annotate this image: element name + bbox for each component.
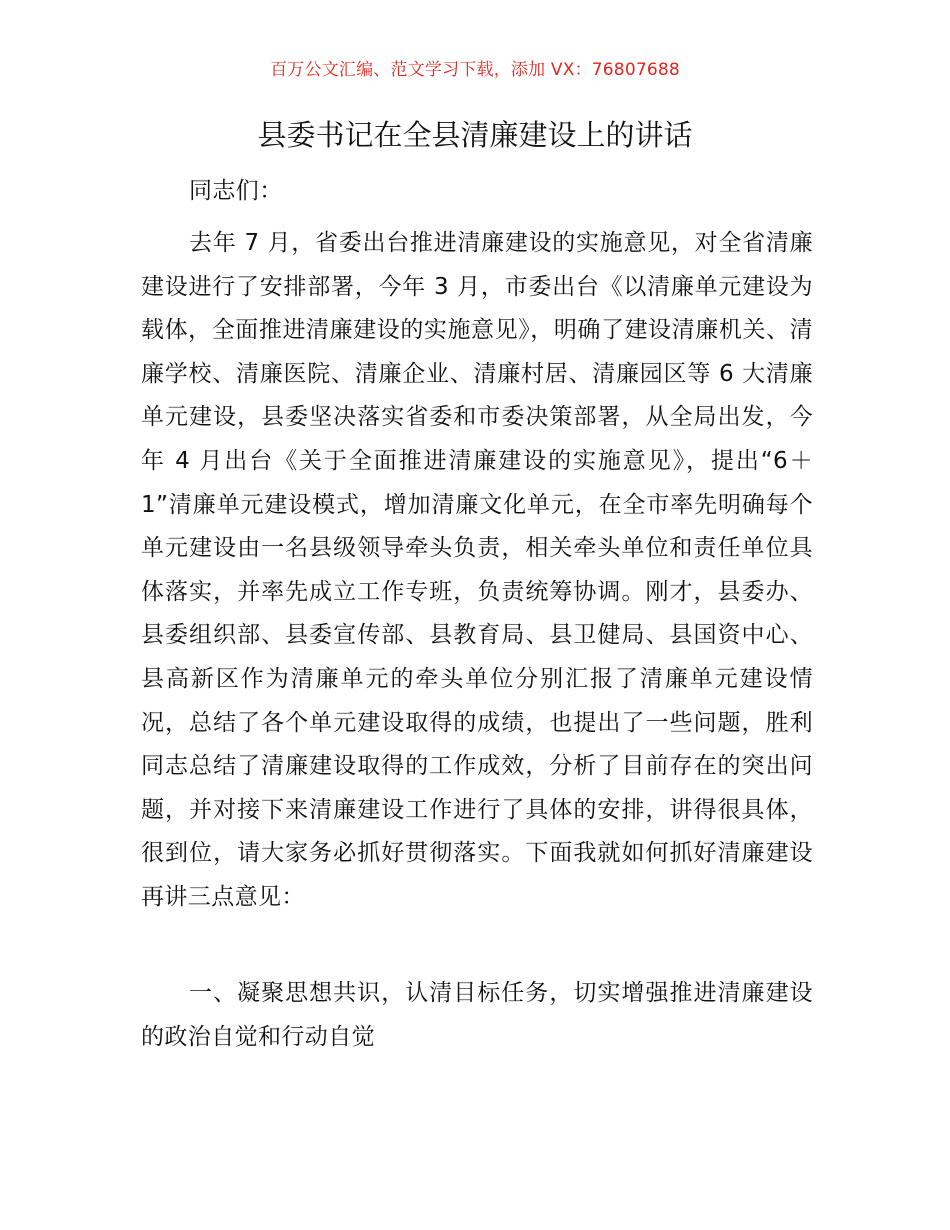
section-heading: 一、凝聚思想共识，认清目标任务，切实增强推进清廉建设的政治自觉和行动自觉 — [141, 980, 813, 1050]
body-paragraph: 去年 7 月，省委出台推进清廉建设的实施意见，对全省清廉建设进行了安排部署，今年 3 月，市委出台《以清廉单元建设为载体，全面推进清廉建设的实施意见》，明确了建设清廉机关、清廉学校、清廉医院、清廉企业、清廉村居、清廉园区等 6 大清廉单元建设，县委坚决落实省委和市委决策部署，从全局出发，今年 4 月出台《关于全面推进清廉建设的实施意见》，提出“6＋1”清廉单元建设模式，增加清廉文化单元，在全市率先明确每个单元建设由一名县级领导牵头负责，相关牵头单位和责任单位具体落实，并率先成立工作专班，负责统筹协调。刚才，县委办、县委组织部、县委宣传部、县教育局、县卫健局、县国资中心、县高新区作为清廉单元的牵头单位分别汇报了清廉单元建设情况，总结了各个单元建设取得的成绩，也提出了一些问题，胜利同志总结了清廉建设取得的工作成效，分析了目前存在的突出问题，并对接下来清廉建设工作进行了具体的安排，讲得很具体，很到位，请大家务必抓好贯彻落实。下面我就如何抓好清廉建设再讲三点意见： — [141, 230, 813, 910]
promo-header-text: 百万公文汇编、范文学习下载，添加 VX：76807688 — [270, 60, 680, 80]
salutation: 同志们： — [189, 178, 283, 204]
document-title: 县委书记在全县清廉建设上的讲话 — [257, 118, 693, 152]
